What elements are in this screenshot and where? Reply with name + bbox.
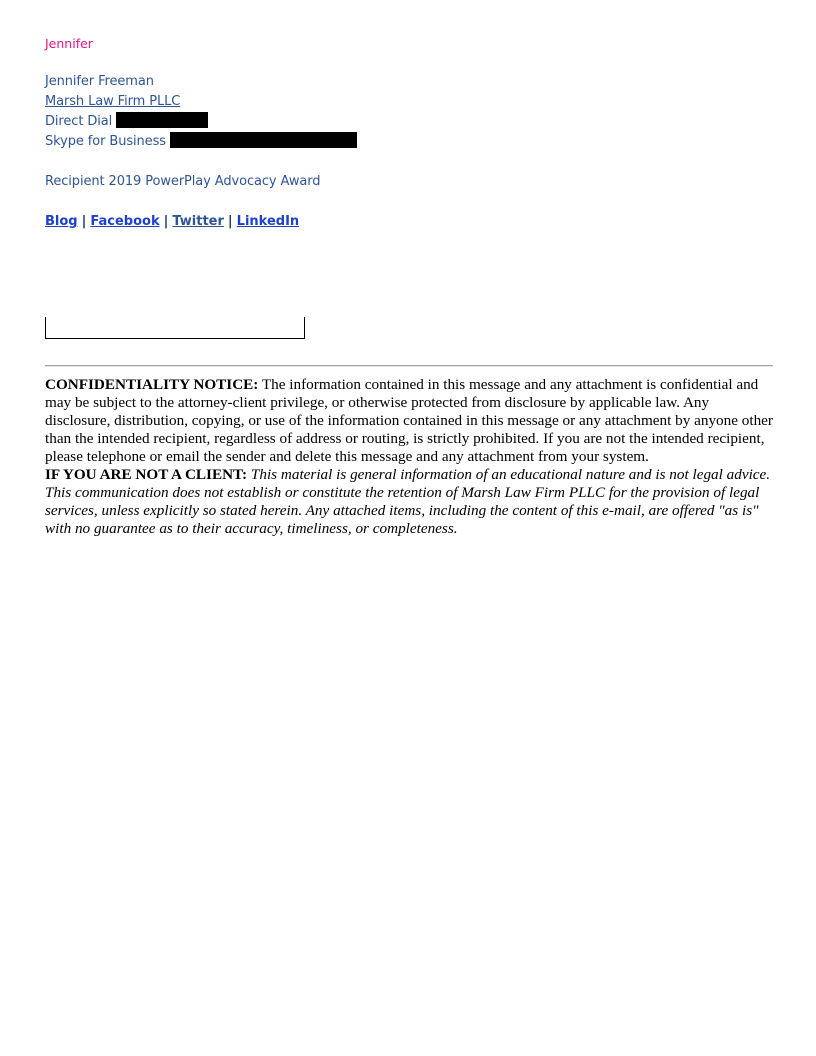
horizontal-divider <box>45 365 773 367</box>
confidentiality-text: The information contained in this message and any attachment is confidential and may be subject to the attorney-client privilege, or otherwise protected from disclosure by applicable law. Any disclosure, distribution, copying, or use of the information contained in this message or any attachment by anyone other than the intended recipient, regardless of address or routing, is strictly prohibited. If you are not the intended recipient, please telephone or email the sender and delete this message and any attachment from your system. <box>45 376 773 465</box>
sender-first-name: Jennifer <box>45 36 93 51</box>
legal-notice <box>45 376 775 538</box>
facebook-link[interactable]: Facebook <box>90 214 160 229</box>
direct-dial-line <box>45 112 208 132</box>
not-client-heading: IF YOU ARE NOT A CLIENT: <box>45 466 248 483</box>
social-separator: | <box>163 214 169 229</box>
direct-dial-label: Direct Dial <box>45 114 113 129</box>
social-separator: | <box>227 214 233 229</box>
sender-full-name: Jennifer Freeman <box>45 74 154 89</box>
not-client-text: This material is general information of an educational nature and is not legal advice. This communication does not establish or constitute the retention of Marsh Law Firm PLLC for the provision of legal services, unless explicitly so stated herein. Any attached items, including the content of this e-mail, are offered "as is" with no guarantee as to their accuracy, timeliness, or completeness. <box>45 466 771 537</box>
firm-line <box>45 92 180 112</box>
firm-link[interactable]: Marsh Law Firm PLLC <box>45 94 181 109</box>
twitter-link[interactable]: Twitter <box>172 214 224 229</box>
linkedin-link[interactable]: LinkedIn <box>236 214 300 229</box>
social-separator: | <box>81 214 87 229</box>
skype-line <box>45 132 357 152</box>
not-client-paragraph <box>45 466 775 538</box>
redacted-phone-block <box>116 112 208 128</box>
empty-image-placeholder <box>45 317 305 339</box>
skype-label: Skype for Business <box>45 134 166 149</box>
confidentiality-paragraph <box>45 376 775 466</box>
confidentiality-heading: CONFIDENTIALITY NOTICE: <box>45 376 259 393</box>
social-links <box>45 212 299 232</box>
award-line: Recipient 2019 PowerPlay Advocacy Award <box>45 174 321 189</box>
blog-link[interactable]: Blog <box>45 214 78 229</box>
redacted-skype-block <box>170 132 357 148</box>
